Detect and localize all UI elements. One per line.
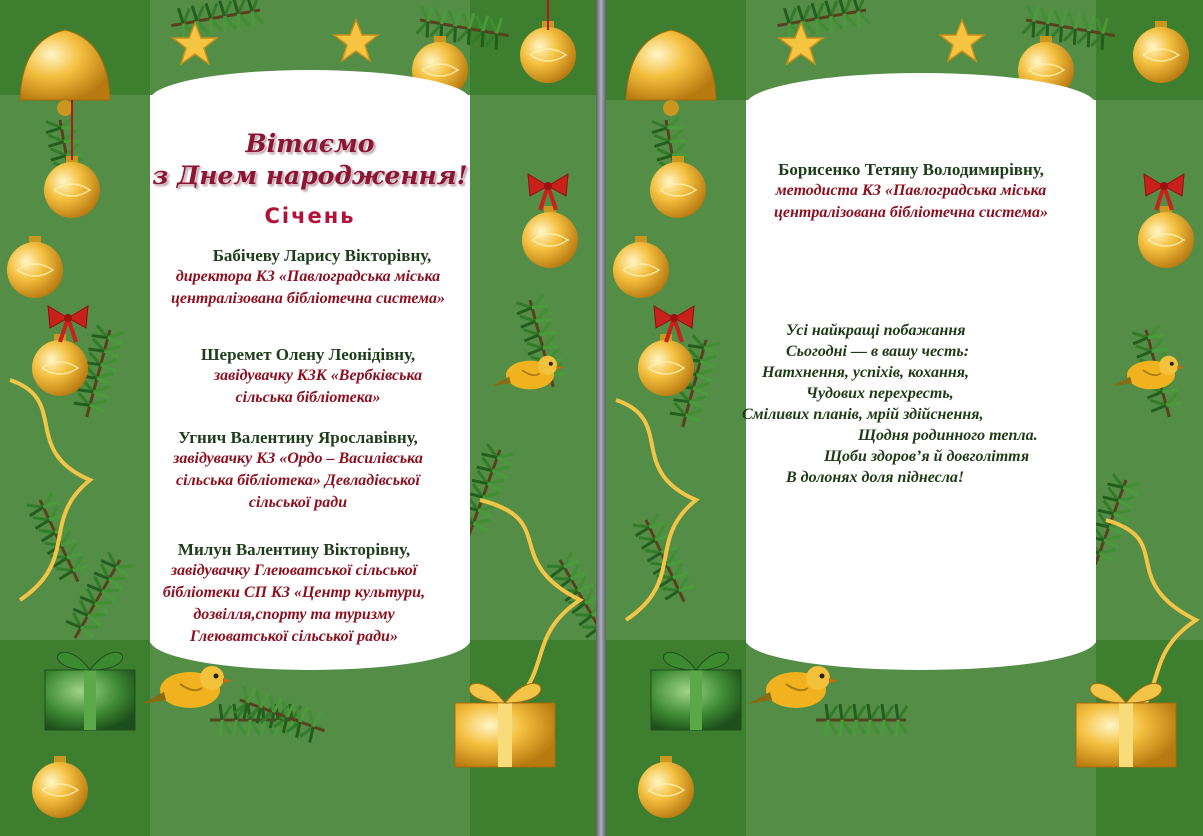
poem-line: Сміливих планів, мрій здійснення, <box>742 406 984 423</box>
person-name: Угнич Валентину Ярославівну, <box>178 428 418 447</box>
person-position: централізована бібліотечна система» <box>773 204 1048 221</box>
poem-line: Щодня родинного тепла. <box>858 427 1038 444</box>
pine-frame-left <box>0 0 596 836</box>
person-name: Милун Валентину Вікторівну, <box>177 540 411 559</box>
person-position: директора КЗ «Павлоградська міська <box>175 268 441 285</box>
person-position: дозвілля,спорту та туризму <box>193 606 395 623</box>
poem-line: Усі найкращі побажання <box>786 322 966 339</box>
person-name: Борисенко Тетяну Володимирівну, <box>778 160 1044 179</box>
left-card-page <box>0 0 596 836</box>
poem-line: Сьогодні — в вашу честь: <box>786 343 970 360</box>
poem-line: В долонях доля піднесла! <box>786 469 965 486</box>
person-position: централізована бібліотечна система» <box>170 290 445 307</box>
person-entry <box>138 345 478 409</box>
greeting-block <box>150 128 470 228</box>
poem-line: Щоби здоров’я й довголіття <box>824 448 1030 465</box>
person-name: Шеремет Олену Леонідівну, <box>200 345 416 364</box>
poem-line: Натхнення, успіхів, кохання, <box>762 364 969 381</box>
greeting-title-line2: з Днем народження! <box>152 161 468 190</box>
person-position: сільська бібліотека» Девладівської <box>176 472 420 489</box>
person-position: Глеюватської сільської ради» <box>190 628 398 645</box>
person-position: сільська бібліотека» <box>235 389 381 406</box>
person-entry <box>124 540 464 648</box>
person-position: сільської ради <box>248 494 348 511</box>
person-position: бібліотеки СП КЗ «Центр культури, <box>162 584 426 601</box>
person-entry <box>128 428 468 514</box>
poem-block <box>606 0 1203 836</box>
person-entry <box>138 246 478 310</box>
person-name: Бабічеву Ларису Вікторівну, <box>212 246 432 265</box>
poem-line: Чудових перехресть, <box>806 385 954 402</box>
right-card-page <box>606 0 1203 836</box>
person-position: завідувачку КЗ «Ордо – Василівська <box>173 450 423 467</box>
person-position: методиста КЗ «Павлоградська міська <box>775 182 1047 199</box>
month-label: Січень <box>264 204 356 228</box>
page-divider <box>596 0 606 836</box>
person-position: завідувачку Глеюватської сільської <box>170 562 418 579</box>
greeting-title-line1: Вітаємо <box>245 129 375 158</box>
person-position: завідувачку КЗК «Вербківська <box>213 367 423 384</box>
